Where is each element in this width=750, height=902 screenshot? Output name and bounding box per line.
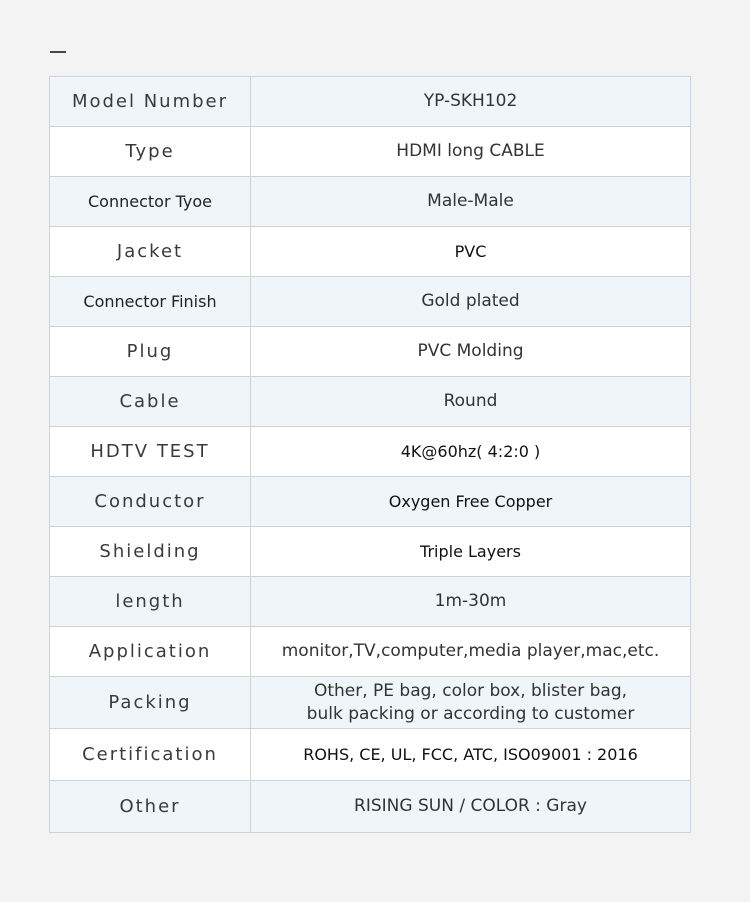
spec-value-line: bulk packing or according to customer [306, 703, 635, 724]
spec-value: ROHS, CE, UL, FCC, ATC, ISO09001 : 2016 [251, 729, 691, 781]
spec-value: Oxygen Free Copper [251, 477, 691, 527]
spec-label: Connector Tyoe [50, 177, 251, 227]
spec-label: Conductor [50, 477, 251, 527]
spec-value: Gold plated [251, 277, 691, 327]
spec-value: HDMI long CABLE [251, 127, 691, 177]
table-row [50, 729, 691, 781]
spec-label: HDTV TEST [50, 427, 251, 477]
spec-label: Packing [50, 677, 251, 729]
spec-label: length [50, 577, 251, 627]
spec-label: Model Number [50, 77, 251, 127]
table-row [50, 327, 691, 377]
table-row [50, 77, 691, 127]
table-row [50, 627, 691, 677]
spec-label: Other [50, 781, 251, 833]
spec-value: Triple Layers [251, 527, 691, 577]
spec-label: Jacket [50, 227, 251, 277]
table-row [50, 277, 691, 327]
table-row [50, 577, 691, 627]
spec-value: PVC Molding [251, 327, 691, 377]
table-row [50, 127, 691, 177]
spec-value: Round [251, 377, 691, 427]
table-row [50, 177, 691, 227]
cropped-heading-fragment [345, 0, 445, 2]
spec-value [251, 677, 691, 729]
spec-value: 1m-30m [251, 577, 691, 627]
table-row [50, 477, 691, 527]
spec-value: 4K@60hz( 4:2:0 ) [251, 427, 691, 477]
table-row [50, 677, 691, 729]
spec-label: Shielding [50, 527, 251, 577]
table-row [50, 781, 691, 833]
table-row [50, 527, 691, 577]
spec-value: PVC [251, 227, 691, 277]
table-row [50, 227, 691, 277]
table-row [50, 377, 691, 427]
spec-value: YP-SKH102 [251, 77, 691, 127]
spec-value-line: Other, PE bag, color box, blister bag, [313, 680, 628, 701]
spec-label: Plug [50, 327, 251, 377]
table-row [50, 427, 691, 477]
spec-value: monitor,TV,computer,media player,mac,etc. [251, 627, 691, 677]
spec-label: Application [50, 627, 251, 677]
spec-value: Male-Male [251, 177, 691, 227]
spec-label: Type [50, 127, 251, 177]
spec-table [49, 76, 691, 833]
spec-label: Certification [50, 729, 251, 781]
spec-label: Cable [50, 377, 251, 427]
spec-label: Connector Finish [50, 277, 251, 327]
section-dash-divider [50, 51, 66, 53]
spec-value: RISING SUN / COLOR : Gray [251, 781, 691, 833]
